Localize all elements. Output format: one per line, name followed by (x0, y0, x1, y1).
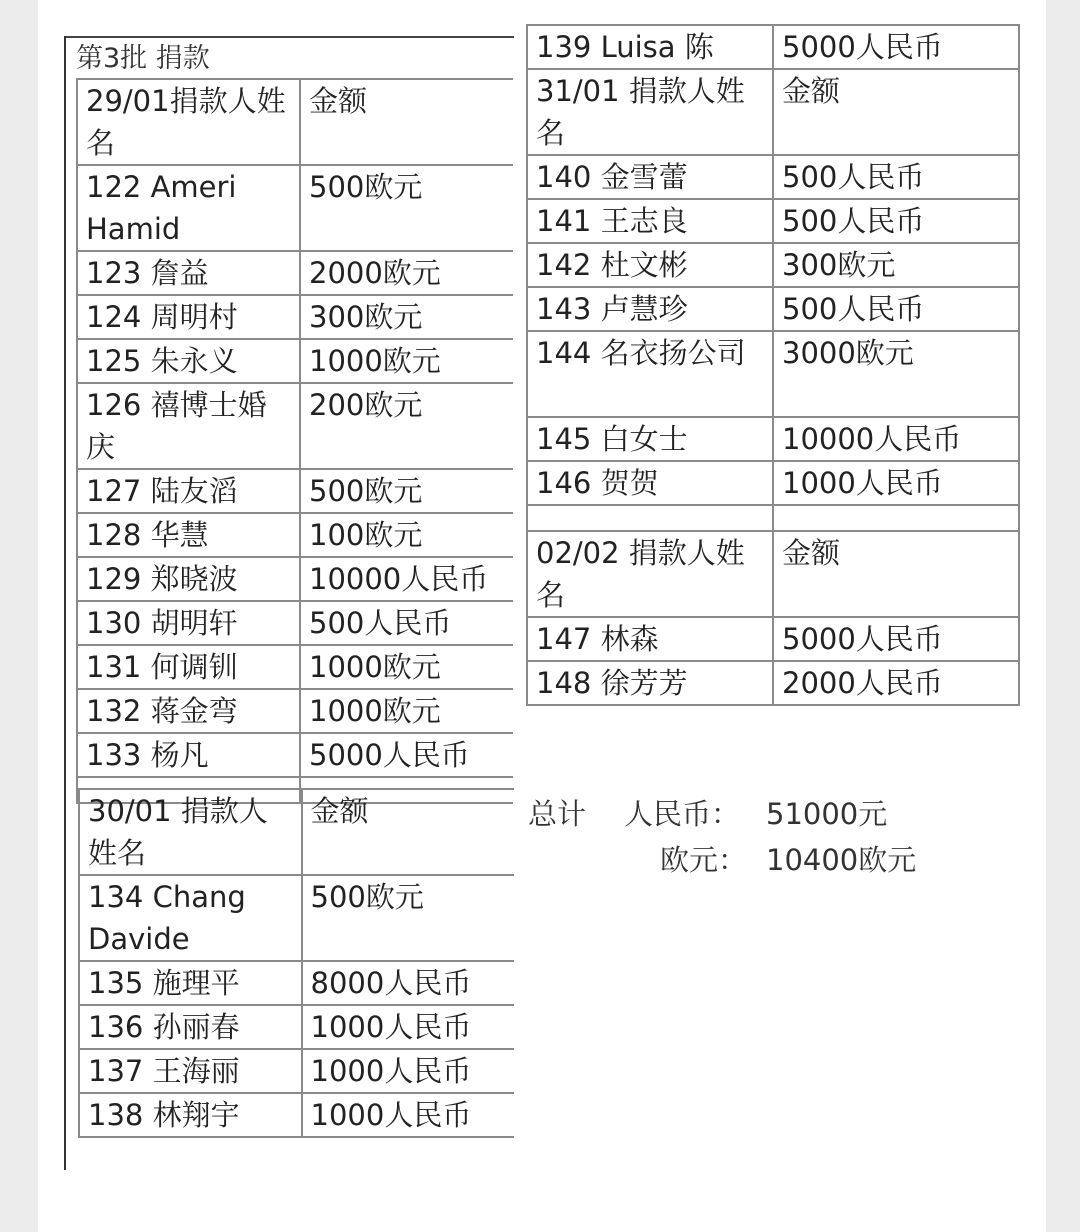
donor-cell: 144 名衣扬公司 (527, 331, 773, 417)
donor-cell: 143 卢慧珍 (527, 287, 773, 331)
table-header-row (527, 531, 1019, 617)
amount-cell: 100欧元 (300, 513, 513, 557)
donor-cell: 137 王海丽 (79, 1049, 302, 1093)
amount-cell: 1000欧元 (300, 339, 513, 383)
donor-cell: 146 贺贺 (527, 461, 773, 505)
amount-cell: 500人民币 (773, 287, 1019, 331)
amount-cell: 1000人民币 (302, 1049, 514, 1093)
donor-cell: 122 Ameri Hamid (77, 165, 300, 251)
batch-title: 第3批 捐款 (76, 43, 210, 74)
amount-cell: 5000人民币 (773, 25, 1019, 69)
blank-cell (773, 505, 1019, 531)
header-amount-cell: 金额 (302, 789, 514, 875)
table-row (77, 733, 513, 777)
table-row (527, 331, 1019, 417)
amount-cell: 500欧元 (302, 875, 514, 961)
donor-cell: 128 华慧 (77, 513, 300, 557)
donor-cell: 141 王志良 (527, 199, 773, 243)
table-row (77, 383, 513, 469)
table-row (79, 875, 514, 961)
amount-cell: 3000欧元 (773, 331, 1019, 417)
table-row (77, 557, 513, 601)
amount-cell: 10000人民币 (300, 557, 513, 601)
blank-cell (527, 505, 773, 531)
table-row (527, 199, 1019, 243)
amount-cell: 500人民币 (773, 155, 1019, 199)
donor-cell: 139 Luisa 陈 (527, 25, 773, 69)
donor-cell: 135 施理平 (79, 961, 302, 1005)
table-row (77, 513, 513, 557)
amount-cell: 1000人民币 (302, 1005, 514, 1049)
donation-table-3001 (78, 788, 514, 1138)
amount-cell: 500欧元 (300, 469, 513, 513)
table-row (77, 165, 513, 251)
donation-table-2901 (76, 78, 513, 804)
table-row (77, 295, 513, 339)
table-row (527, 461, 1019, 505)
donor-cell: 136 孙丽春 (79, 1005, 302, 1049)
donor-cell: 148 徐芳芳 (527, 661, 773, 705)
eur-label: 欧元： (660, 843, 748, 877)
amount-cell: 10000人民币 (773, 417, 1019, 461)
donor-cell: 129 郑晓波 (77, 557, 300, 601)
amount-cell: 1000欧元 (300, 689, 513, 733)
header-name-cell: 30/01 捐款人姓名 (79, 789, 302, 875)
table-row (527, 25, 1019, 69)
header-name-cell: 31/01 捐款人姓名 (527, 69, 773, 155)
totals-label: 总计 (528, 797, 587, 831)
amount-cell: 1000人民币 (773, 461, 1019, 505)
amount-cell: 5000人民币 (300, 733, 513, 777)
donor-cell: 134 Chang Davide (79, 875, 302, 961)
amount-cell: 1000欧元 (300, 645, 513, 689)
donor-cell: 123 詹益 (77, 251, 300, 295)
donor-cell: 147 林森 (527, 617, 773, 661)
rmb-total: 51000元 (766, 797, 888, 831)
rmb-label: 人民币： (624, 797, 741, 831)
table-row (527, 155, 1019, 199)
donor-cell: 138 林翔宇 (79, 1093, 302, 1137)
table-row (79, 1005, 514, 1049)
table-row (77, 645, 513, 689)
table-row (527, 243, 1019, 287)
donor-cell: 130 胡明轩 (77, 601, 300, 645)
donation-table-3101 (526, 24, 1020, 706)
donor-cell: 131 何调钏 (77, 645, 300, 689)
blank-row (527, 505, 1019, 531)
table-row (79, 961, 514, 1005)
amount-cell: 500人民币 (300, 601, 513, 645)
table-row (527, 287, 1019, 331)
donor-cell: 133 杨凡 (77, 733, 300, 777)
table-row (79, 1093, 514, 1137)
table-header-row (77, 79, 513, 165)
table-row (527, 617, 1019, 661)
right-margin (1046, 0, 1080, 1232)
donor-cell: 140 金雪蕾 (527, 155, 773, 199)
donor-cell: 126 禧博士婚庆 (77, 383, 300, 469)
donor-cell: 132 蒋金弯 (77, 689, 300, 733)
amount-cell: 200欧元 (300, 383, 513, 469)
amount-cell: 2000欧元 (300, 251, 513, 295)
table-row (527, 417, 1019, 461)
amount-cell: 300欧元 (773, 243, 1019, 287)
donor-cell: 125 朱永义 (77, 339, 300, 383)
left-margin (0, 0, 38, 1232)
donor-cell: 145 白女士 (527, 417, 773, 461)
amount-cell: 500人民币 (773, 199, 1019, 243)
header-amount-cell: 金额 (773, 69, 1019, 155)
table-row (77, 339, 513, 383)
donor-cell: 124 周明村 (77, 295, 300, 339)
amount-cell: 8000人民币 (302, 961, 514, 1005)
header-name-cell: 29/01捐款人姓名 (77, 79, 300, 165)
amount-cell: 5000人民币 (773, 617, 1019, 661)
header-amount-cell: 金额 (773, 531, 1019, 617)
table-header-row (527, 69, 1019, 155)
amount-cell: 300欧元 (300, 295, 513, 339)
donor-cell: 127 陆友滔 (77, 469, 300, 513)
left-column (64, 36, 514, 1170)
amount-cell: 1000人民币 (302, 1093, 514, 1137)
table-row (77, 469, 513, 513)
table-row (527, 661, 1019, 705)
table-row (79, 1049, 514, 1093)
eur-total: 10400欧元 (766, 843, 917, 877)
donor-cell: 142 杜文彬 (527, 243, 773, 287)
header-name-cell: 02/02 捐款人姓名 (527, 531, 773, 617)
amount-cell: 500欧元 (300, 165, 513, 251)
header-amount-cell: 金额 (300, 79, 513, 165)
table-header-row (79, 789, 514, 875)
amount-cell: 2000人民币 (773, 661, 1019, 705)
table-row (77, 601, 513, 645)
table-row (77, 251, 513, 295)
table-row (77, 689, 513, 733)
